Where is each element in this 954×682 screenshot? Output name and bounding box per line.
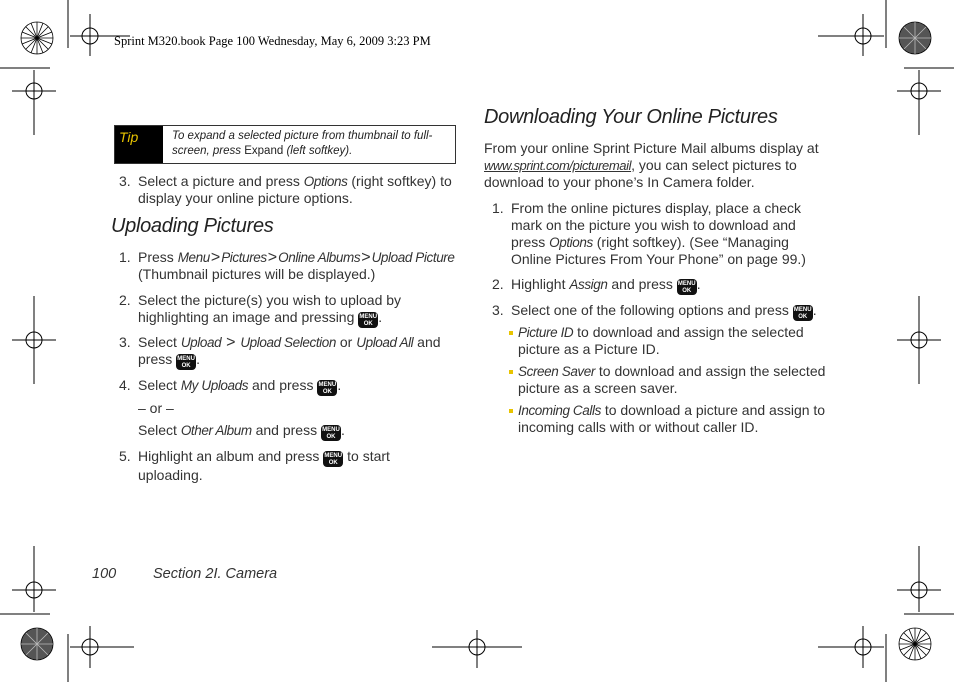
- crosshair-mark: [12, 70, 56, 135]
- menu-ok-key-icon: MENU OK: [793, 307, 812, 320]
- bullet-square-icon: [509, 331, 513, 335]
- tip-label: Tip: [115, 126, 163, 163]
- gray-target-mark: [899, 22, 931, 54]
- crosshair-mark: [897, 296, 941, 384]
- menu-ok-key-icon: MENU OK: [677, 281, 696, 294]
- crosshair-mark: [818, 626, 884, 668]
- download-intro: From your online Sprint Picture Mail albums display at www.sprint.com/picturemail, you can select pictures to download to your phone’s In Camera folder.: [484, 140, 819, 190]
- heading-uploading: Uploading Pictures: [111, 215, 274, 237]
- tip-text: To expand a selected picture from thumbnail to full-screen, press Expand (left softkey).: [172, 130, 433, 157]
- crosshair-mark: [12, 296, 56, 384]
- starburst-mark: [899, 628, 931, 660]
- bullet-square-icon: [509, 409, 513, 413]
- tip-box: [114, 125, 456, 164]
- gray-target-mark: [21, 628, 53, 660]
- crosshair-mark: [70, 626, 134, 668]
- crosshair-mark: [432, 630, 522, 668]
- crosshair-mark: [897, 70, 941, 135]
- print-header: Sprint M320.book Page 100 Wednesday, May 6, 2009 3:23 PM: [114, 34, 431, 48]
- menu-ok-key-icon: MENU OK: [324, 453, 343, 466]
- menu-ok-key-icon: MENU OK: [359, 314, 378, 327]
- crosshair-mark: [897, 546, 941, 612]
- page-number: 100: [92, 566, 117, 582]
- picturemail-link[interactable]: www.sprint.com/picturemail: [484, 158, 632, 173]
- menu-ok-key-icon: MENU OK: [322, 427, 340, 440]
- section-title: Section 2I. Camera: [153, 566, 278, 582]
- menu-ok-key-icon: MENU OK: [177, 356, 195, 369]
- crosshair-mark: [12, 546, 56, 612]
- tip-key: Expand: [244, 145, 284, 157]
- menu-ok-key-icon: MENU OK: [318, 382, 337, 395]
- bullet-square-icon: [509, 370, 513, 374]
- starburst-mark: [21, 22, 53, 54]
- upload-step-4: 4. Select My Uploads and press MENU OK . – or – Select Other Album and press MENU OK .: [119, 377, 345, 440]
- crosshair-mark: [818, 14, 884, 56]
- heading-downloading: Downloading Your Online Pictures: [484, 106, 778, 128]
